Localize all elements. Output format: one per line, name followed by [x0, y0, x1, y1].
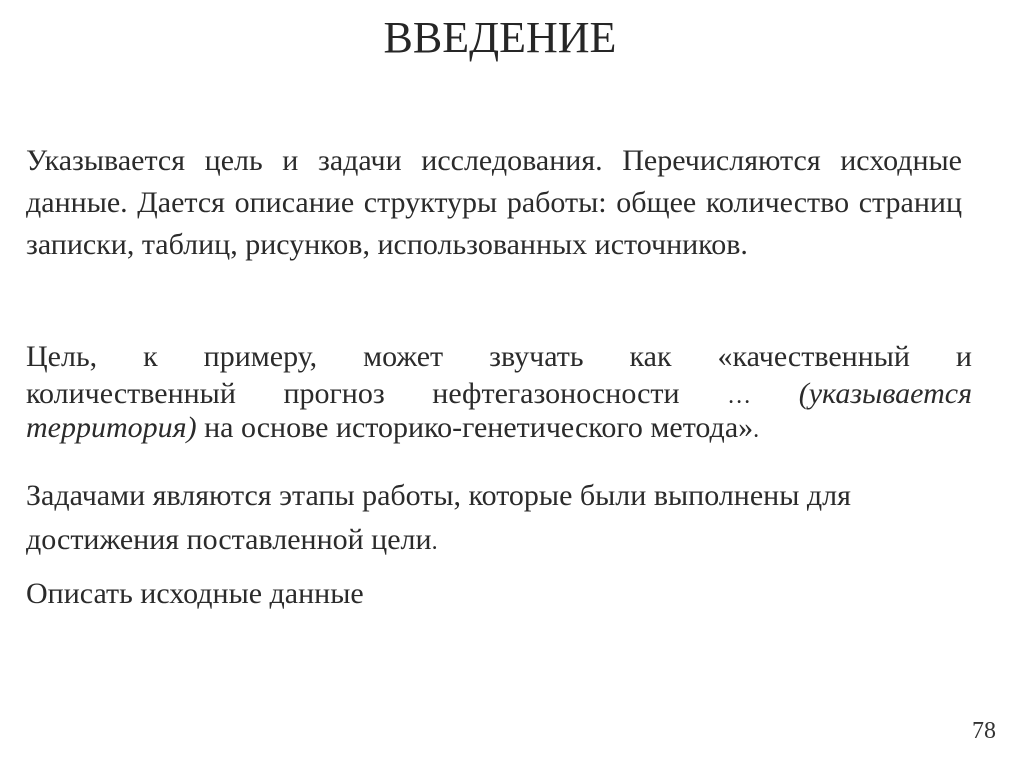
- goal-line-2: [26, 378, 972, 412]
- paragraph-tasks: [26, 474, 972, 564]
- goal-italic-1: (указывается: [798, 377, 973, 410]
- paragraph-intro: Указывается цель и задачи исследования. Перечисляются исходные данные. Дается описание структуры работы: общее количество страниц записки, таблиц, рисунков, использованных источников.: [26, 144, 962, 261]
- goal-line-3-text: на основе историко-генетического метода»: [196, 411, 754, 444]
- goal-ellipsis: …: [727, 383, 752, 409]
- tasks-line-1: Задачами являются этапы работы, которые были выполнены для: [26, 479, 851, 512]
- tasks-line-2-text: достижения поставленной цели: [26, 523, 432, 556]
- slide-title: ВВЕДЕНИЕ: [383, 13, 617, 62]
- goal-line-1: Цель, к примеру, может звучать как «качественный и: [26, 340, 972, 373]
- goal-end-period: .: [753, 417, 760, 443]
- paragraph-source-data: Описать исходные данные: [26, 577, 364, 610]
- tasks-line-2: [26, 518, 972, 564]
- goal-line-3: [26, 412, 972, 446]
- goal-line-2-text: количественный прогноз нефтегазоносности: [26, 377, 680, 410]
- tasks-end-period: .: [431, 529, 438, 555]
- paragraph-goal: [26, 336, 972, 446]
- page-number: 78: [972, 718, 996, 744]
- goal-italic-2: территория): [26, 411, 197, 444]
